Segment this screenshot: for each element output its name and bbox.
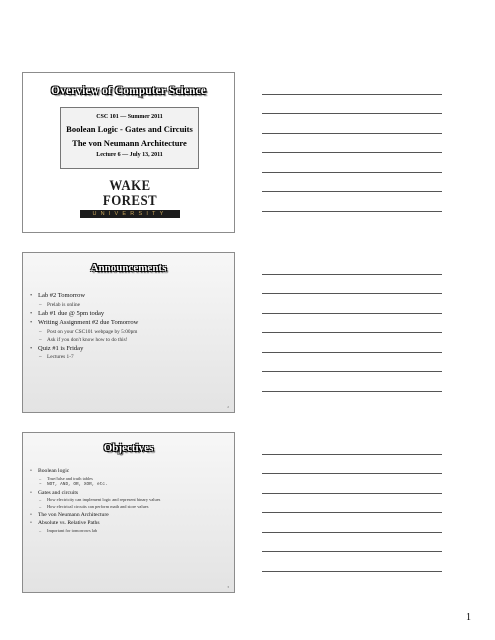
sub-bullet-item: – Post on your CSC101 webpage by 5:00pm (30, 328, 228, 336)
sub-bullet-item: – Lectures 1-7 (30, 353, 228, 361)
course-label: CSC 101 — Summer 2011 (96, 114, 163, 120)
slide-title: Announcements (90, 262, 167, 274)
slide-title: Objectives (103, 442, 154, 454)
sub-bullet-item: – Important for tomorrows lab (30, 528, 228, 535)
bullet-item: • Quiz #1 is Friday (30, 344, 228, 354)
course-info-box (60, 107, 199, 169)
bullet-item: • Lab #2 Tomorrow (30, 291, 228, 301)
bullet-item: • Absolute vs. Relative Paths (30, 519, 228, 528)
sub-bullet-item: – True/false and truth tables (30, 476, 228, 483)
slide-title: Overview of Computer Science (51, 85, 206, 97)
sub-bullet-item: – NOT, AND, OR, XOR, etc. (30, 482, 228, 489)
bullet-item: • Boolean logic (30, 467, 228, 476)
slide-2-announcements (22, 252, 235, 413)
topic-line-2: The von Neumann Architecture (72, 138, 187, 148)
lecture-date: Lecture 6 — July 13, 2011 (96, 152, 163, 158)
bullet-item: • Lab #1 due @ 5pm today (30, 309, 228, 319)
sub-bullet-item: – Prelab is online (30, 301, 228, 309)
sub-bullet-item: – Ask if you don't know how to do this! (30, 336, 228, 344)
topic-line-1: Boolean Logic - Gates and Circuits (66, 124, 193, 134)
bullet-list (30, 467, 228, 534)
slide-number: 3 (227, 585, 229, 589)
sub-bullet-item: – How electricity can implement logic and represent binary values (30, 497, 228, 504)
page-number: 1 (466, 612, 471, 623)
logo-wordmark: WAKE FOREST (102, 178, 158, 209)
bullet-list (30, 291, 228, 361)
bullet-item: • Gates and circuits (30, 489, 228, 498)
bullet-item: • Writing Assignment #2 due Tomorrow (30, 318, 228, 328)
wake-forest-logo (80, 179, 180, 218)
bullet-item: • The von Neumann Architecture (30, 511, 228, 520)
slide-1-title (22, 72, 235, 233)
sub-bullet-item: – How electrical circuits can perform math and store values (30, 504, 228, 511)
logo-university-bar: UNIVERSITY (80, 210, 180, 218)
slide-3-objectives (22, 432, 235, 593)
slide-number: 2 (227, 405, 229, 409)
